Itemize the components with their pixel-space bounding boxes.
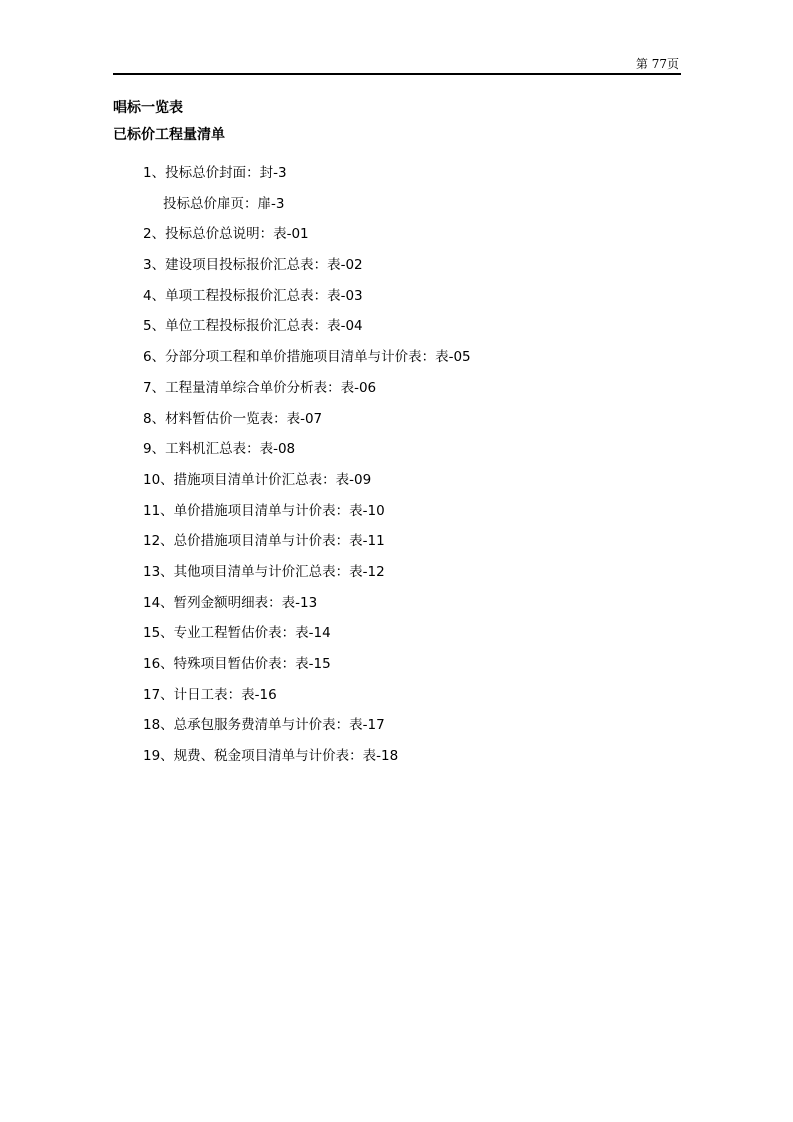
toc-item: 9、工料机汇总表：表-08 <box>143 441 296 458</box>
toc-item: 13、其他项目清单与计价汇总表：表-12 <box>143 563 385 580</box>
toc-item: 15、专业工程暂估价表：表-14 <box>143 625 331 642</box>
toc-item: 11、单价措施项目清单与计价表：表-10 <box>143 502 385 519</box>
toc-item: 投标总价扉页：扉-3 <box>163 195 285 212</box>
toc-item: 17、计日工表：表-16 <box>143 686 277 703</box>
page-number: 第 77页 <box>635 57 679 71</box>
toc-item: 6、分部分项工程和单价措施项目清单与计价表：表-05 <box>143 349 471 366</box>
toc-item: 18、总承包服务费清单与计价表：表-17 <box>143 717 385 734</box>
section-title: 已标价工程量清单 <box>113 127 225 143</box>
toc-item: 3、建设项目投标报价汇总表：表-02 <box>143 257 363 274</box>
toc-item: 1、投标总价封面：封-3 <box>143 165 287 181</box>
table-of-contents <box>143 164 471 778</box>
toc-item: 19、规费、税金项目清单与计价表：表-18 <box>143 748 399 765</box>
toc-item: 4、单项工程投标报价汇总表：表-03 <box>143 287 363 304</box>
toc-item: 8、材料暂估价一览表：表-07 <box>143 410 323 427</box>
toc-item: 12、总价措施项目清单与计价表：表-11 <box>143 533 385 550</box>
toc-item: 5、单位工程投标报价汇总表：表-04 <box>143 318 363 335</box>
toc-item: 2、投标总价总说明：表-01 <box>143 226 309 243</box>
toc-item: 10、措施项目清单计价汇总表：表-09 <box>143 471 372 488</box>
toc-item: 16、特殊项目暂估价表：表-15 <box>143 656 331 672</box>
header-rule <box>113 73 681 75</box>
page-title: 唱标一览表 <box>113 100 183 116</box>
toc-item: 7、工程量清单综合单价分析表：表-06 <box>143 379 377 396</box>
toc-item: 14、暂列金额明细表：表-13 <box>143 594 318 611</box>
